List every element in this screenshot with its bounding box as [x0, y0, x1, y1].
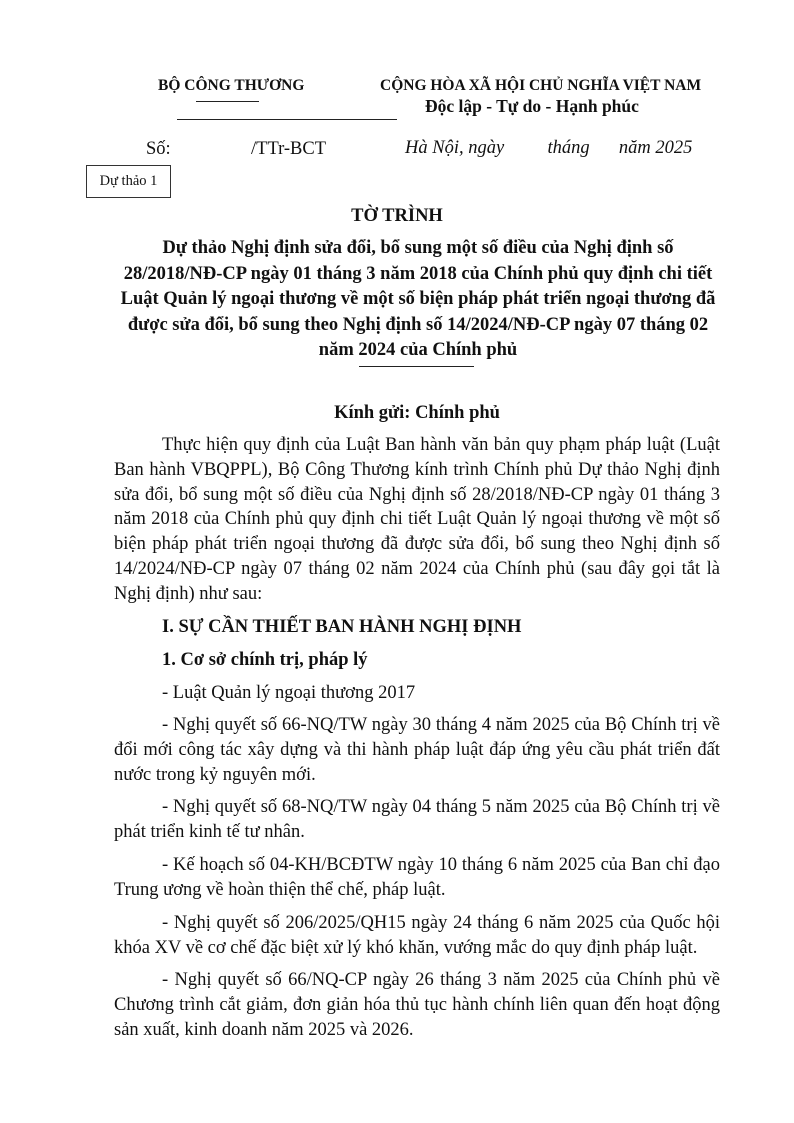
title-underline — [359, 366, 474, 367]
list-item: - Nghị quyết số 66-NQ/TW ngày 30 tháng 4 năm 2025 của Bộ Chính trị về đổi mới công tác xây dựng và thi hành pháp luật đáp ứng yêu cầu phát triển đất nước trong kỷ nguyên mới. — [114, 715, 720, 785]
subtitle-line: Luật Quản lý ngoại thương về một số biện pháp phát triển ngoại thương đã — [120, 289, 716, 309]
document-date — [405, 138, 692, 159]
list-item: - Nghị quyết số 206/2025/QH15 ngày 24 tháng 6 năm 2025 của Quốc hội khóa XV về cơ chế đặc biệt xử lý khó khăn, vướng mắc do quy định pháp luật. — [114, 913, 720, 958]
document-number: /TTr-BCT — [251, 139, 327, 159]
subtitle-line: 28/2018/NĐ-CP ngày 01 tháng 3 năm 2018 của Chính phủ quy định chi tiết — [123, 263, 713, 284]
document-subtitle — [110, 236, 726, 364]
date-year: năm 2025 — [618, 138, 693, 158]
ministry-name: BỘ CÔNG THƯƠNG — [158, 77, 305, 94]
document-number-label: Số: — [146, 139, 171, 159]
draft-label-box: Dự thảo 1 — [86, 165, 171, 198]
list-item: - Nghị quyết số 68-NQ/TW ngày 04 tháng 5 năm 2025 của Bộ Chính trị về phát triển kinh tế tư nhân. — [114, 797, 720, 842]
national-motto: Độc lập - Tự do - Hạnh phúc — [425, 96, 639, 116]
nation-name: CỘNG HÒA XÃ HỘI CHỦ NGHĨA VIỆT NAM — [380, 77, 702, 94]
subsection-heading: 1. Cơ sở chính trị, pháp lý — [162, 650, 368, 670]
ministry-underline — [196, 101, 259, 102]
section-heading: I. SỰ CẦN THIẾT BAN HÀNH NGHỊ ĐỊNH — [162, 617, 522, 637]
addressee: Kính gửi: Chính phủ — [334, 403, 500, 423]
date-place-day: Hà Nội, ngày — [405, 138, 505, 158]
intro-paragraph: Thực hiện quy định của Luật Ban hành văn bản quy phạm pháp luật (Luật Ban hành VBQPPL), Bộ Công Thương kính trình Chính phủ Dự thảo Nghị định sửa đổi, bổ sung một số điều của Nghị định số 28/2018/NĐ-CP ngày 01 tháng 3 năm 2018 của Chính phủ quy định chi tiết Luật Quản lý ngoại thương về một số biện pháp phát triển ngoại thương đã được sửa đổi, bổ sung theo Nghị định số 14/2024/NĐ-CP ngày 07 tháng 02 năm 2024 của Chính phủ (sau đây gọi tắt là Nghị định) như sau: — [114, 435, 720, 604]
list-item: - Nghị quyết số 66/NQ-CP ngày 26 tháng 3 năm 2025 của Chính phủ về Chương trình cắt giảm, đơn giản hóa thủ tục hành chính liên quan đến hoạt động sản xuất, kinh doanh năm 2025 và 2026. — [114, 970, 720, 1040]
list-item: - Kế hoạch số 04-KH/BCĐTW ngày 10 tháng 6 năm 2025 của Ban chỉ đạo Trung ương về hoàn thiện thể chế, pháp luật. — [114, 855, 720, 900]
header-divider — [177, 119, 397, 120]
list-item: - Luật Quản lý ngoại thương 2017 — [162, 683, 416, 703]
subtitle-line: năm 2024 của Chính phủ — [318, 340, 518, 360]
date-month: tháng — [547, 138, 590, 158]
subtitle-line: được sửa đổi, bổ sung theo Nghị định số 14/2024/NĐ-CP ngày 07 tháng 02 — [127, 314, 709, 335]
document-title: TỜ TRÌNH — [351, 206, 443, 226]
subtitle-line: Dự thảo Nghị định sửa đổi, bổ sung một số điều của Nghị định số — [162, 238, 674, 258]
